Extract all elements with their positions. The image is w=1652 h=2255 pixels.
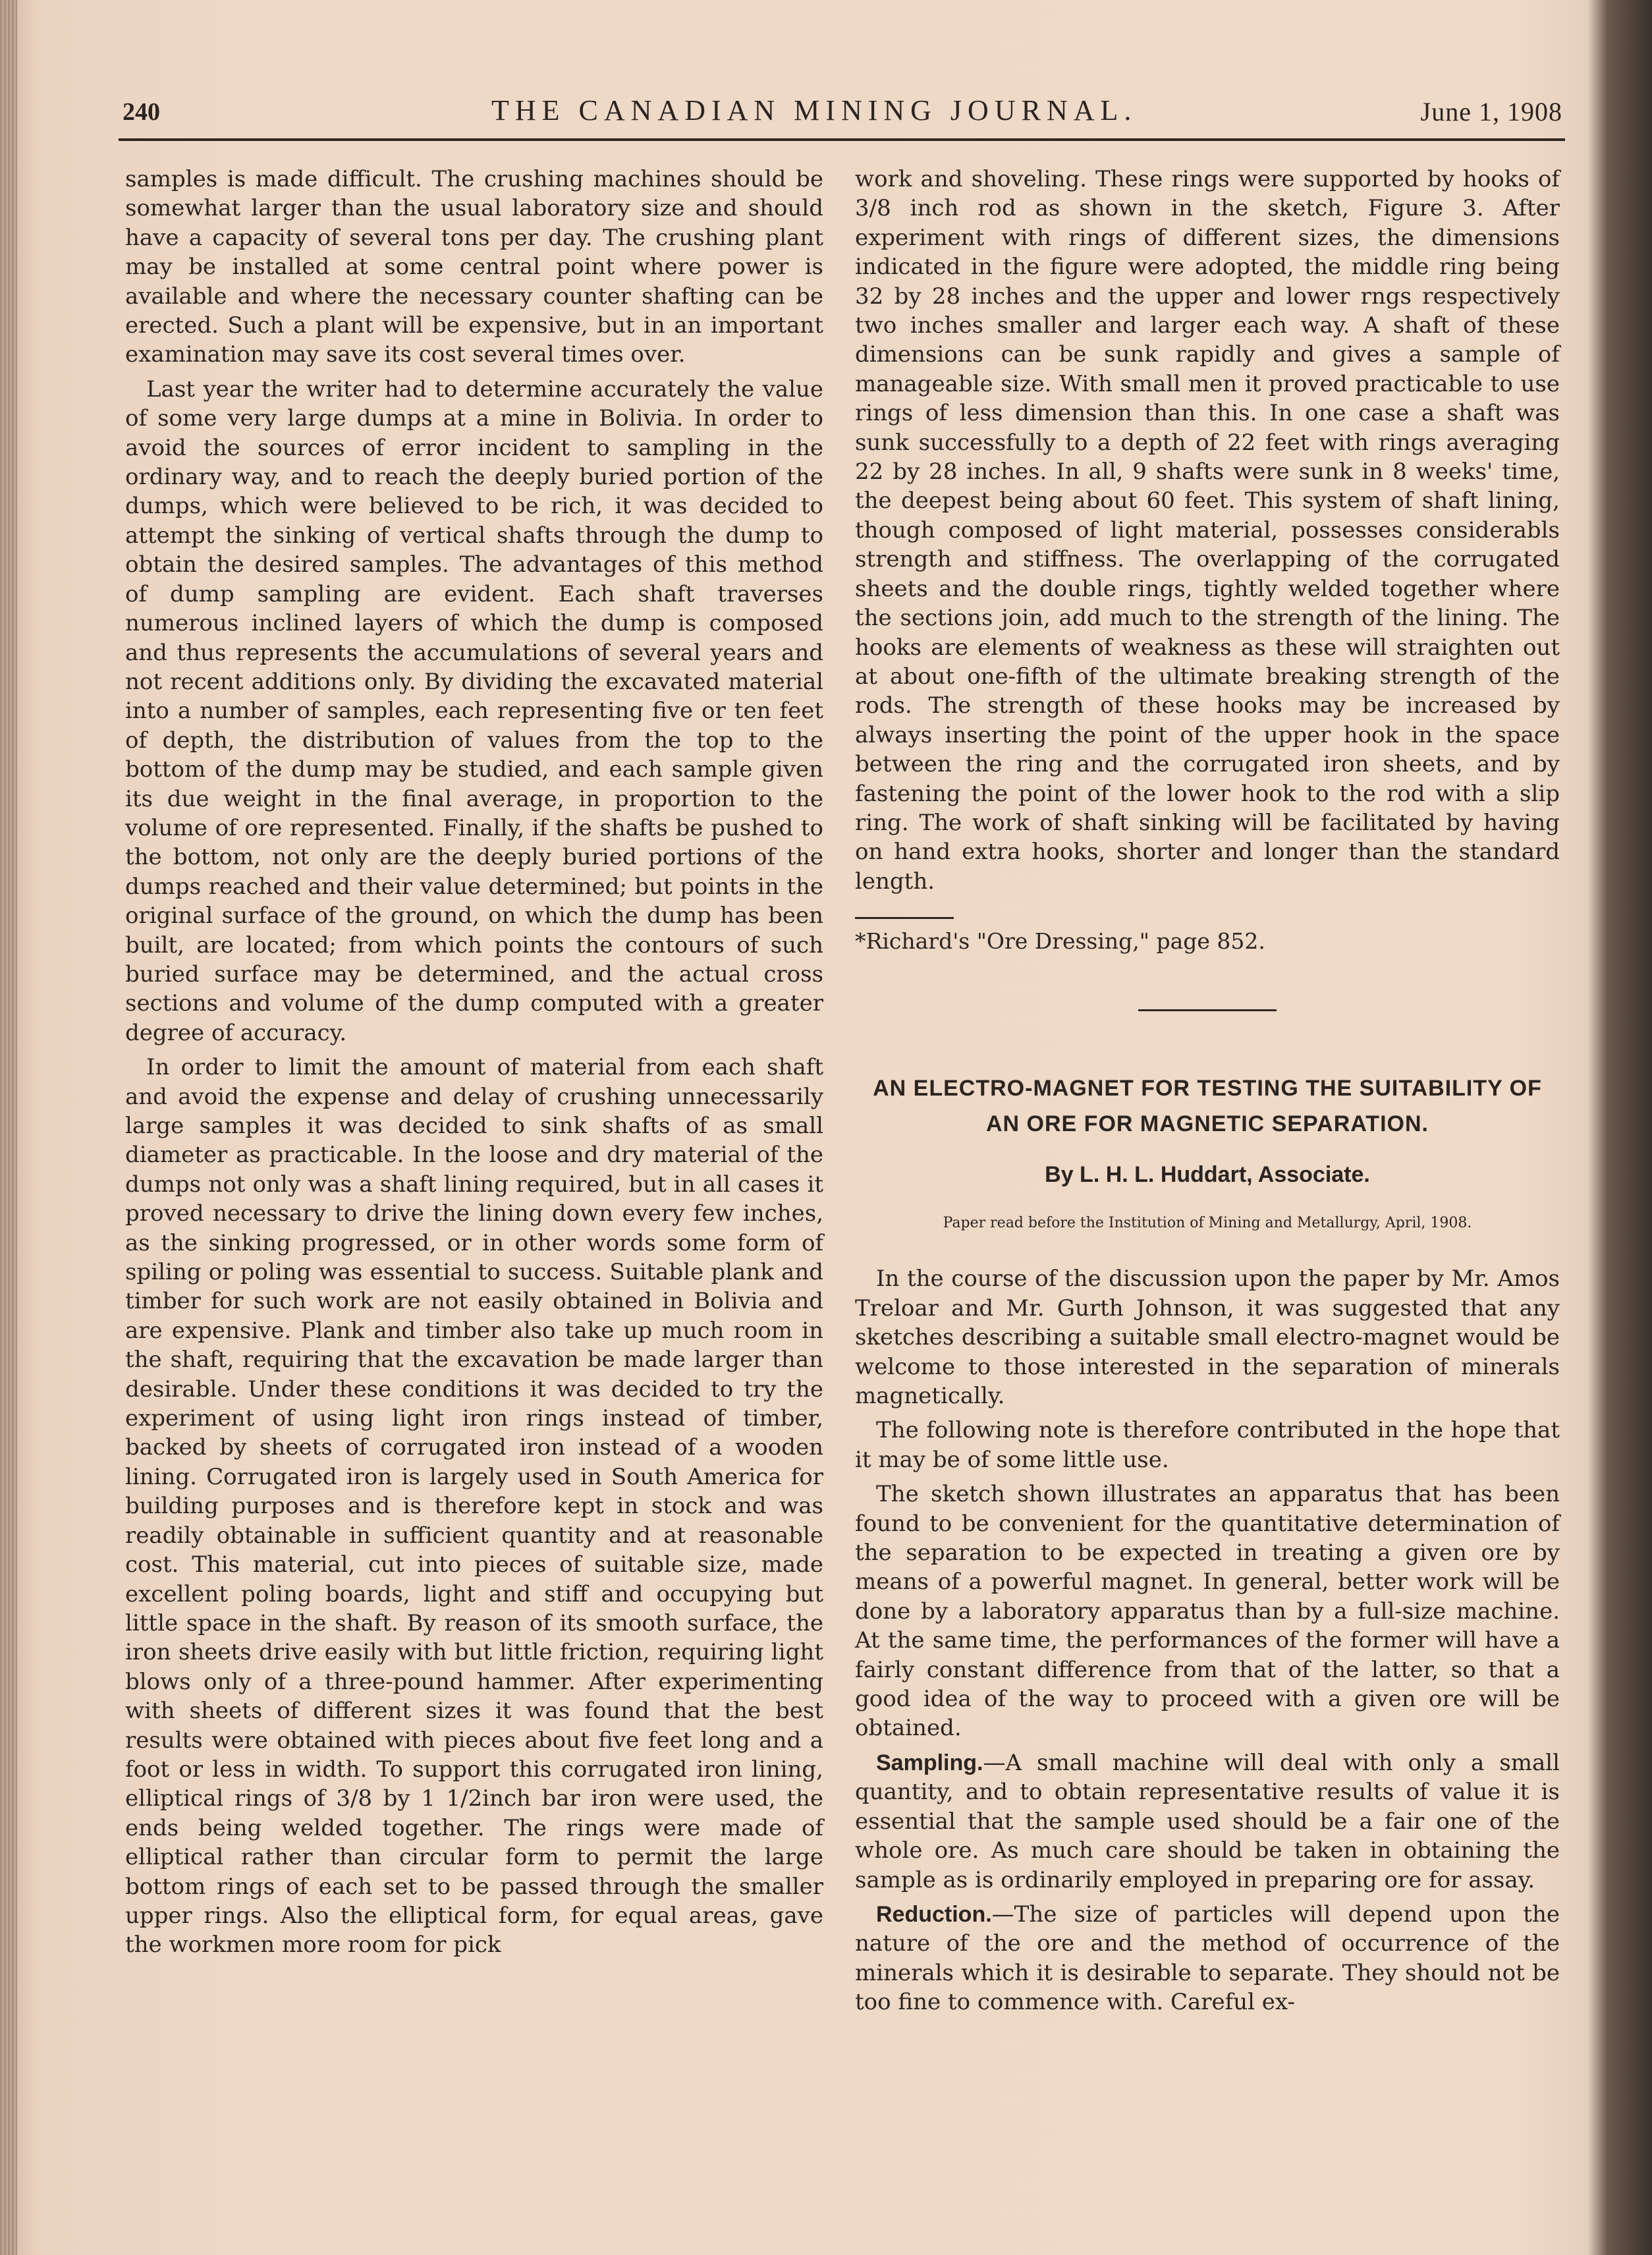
issue-date: June 1, 1908 [1420, 97, 1562, 126]
footnote: *Richard's "Ore Dressing," page 852. [855, 928, 1265, 955]
source-note: Paper read before the Institution of Mining and Metallurgy, April, 1908. [943, 1214, 1472, 1231]
paragraph: In the course of the discussion upon the paper by Mr. Amos Treloar and Mr. Gurth Johnson, it was suggested that any sketches describing a suitable small electro-magnet would be welcome to those interested in the separation of minerals magnetically. [855, 1266, 1560, 1409]
footnote-rule [855, 917, 954, 919]
paragraph: work and shoveling. These rings were supported by hooks of 3/8 inch rod as shown in the sketch, Figure 3. After experiment with rings of different sizes, the dimensions indicated in the figure were adopted, the middle ring being 32 by 28 inches and the upper and lower rngs respectively two inches smaller and larger each way. A shaft of these dimensions can be sunk rapidly and gives a sample of manageable size. With small men it proved practicable to use rings of less dimension than this. In one case a shaft was sunk successfully to a depth of 22 feet with rings averaging 22 by 28 inches. In all, 9 shafts were sunk in 8 weeks' time, the deepest being about 60 feet. This system of shaft lining, though composed of light material, possesses considerabls strength and stiffness. The overlapping of the corrugated sheets and the double rings, tightly welded together where the sections join, add much to the strength of the lining. The hooks are elements of weakness as these will straighten out at about one-fifth of the ultimate breaking strength of the rods. The strength of these hooks may be increased by always inserting the point of the upper hook in the space between the ring and the corrugated iron sheets, and by fastening the point of the lower hook to the rod with a slip ring. The work of shaft sinking will be facilitated by having on hand extra hooks, shorter and longer than the standard length. [855, 166, 1560, 895]
article-divider [1138, 1009, 1277, 1011]
header-rule [119, 138, 1565, 141]
sampling-text: —A small machine will deal with only a small quantity, and to obtain representative results of value it is essential that the sample used should be a fair one of the whole ore. As much care should be taken in obtaining the sample as is ordinarily employed in preparing ore for assay. [855, 1749, 1560, 1893]
running-header [123, 92, 1562, 138]
paragraph [855, 1900, 1560, 2017]
journal-title: THE CANADIAN MINING JOURNAL. [491, 94, 1138, 126]
paragraph: The sketch shown illustrates an apparatus that has been found to be convenient for the quantitative determination of the separation to be expected in treating a given ore by means of a powerful magnet. In general, better work will be done by a laboratory apparatus than by a full-size machine. At the same time, the performances of the former will have a fairly constant difference from that of the latter, so that a good idea of the way to proceed with a given ore will be obtained. [855, 1481, 1560, 1742]
article-title: AN ELECTRO-MAGNET FOR TESTING THE SUITABILITY OF AN ORE FOR MAGNETIC SEPARATION. [873, 1075, 1542, 1136]
paragraph: The following note is therefore contributed in the hope that it may be of some little use. [855, 1417, 1560, 1473]
right-column [855, 165, 1560, 2022]
page-number: 240 [123, 98, 160, 126]
left-column [125, 165, 823, 1965]
paragraph [855, 1748, 1560, 1895]
book-spine-edge [0, 0, 17, 2255]
paragraph: Last year the writer had to determine accurately the value of some very large dumps at a mine in Bolivia. In order to avoid the sources of error incident to sampling in the ordinary way, and to reach the deeply buried portion of the dumps, which were believed to be rich, it was decided to attempt the sinking of vertical shafts through the dump to obtain the desired samples. The advantages of this method of dump sampling are evident. Each shaft traverses numerous inclined layers of which the dump is composed and thus represents the accumulations of several years and not recent additions only. By dividing the excavated material into a number of samples, each representing five or ten feet of depth, the distribution of values from the top to the bottom of the dump may be studied, and each sample given its due weight in the final average, in proportion to the volume of ore represented. Finally, if the shafts be pushed to the bottom, not only are the deeply buried portions of the dumps reached and their value determined; but points in the original surface of the ground, on which the dump has been built, are located; from which points the contours of such buried surface may be determined, and the actual cross sections and volume of the dump computed with a greater degree of accuracy. [125, 376, 823, 1046]
section-head-sampling: Sampling. [876, 1750, 983, 1775]
paragraph: In order to limit the amount of material from each shaft and avoid the expense and delay of crushing unnecessarily large samples it was decided to sink shafts of as small diameter as practicable. In the loose and dry material of the dumps not only was a shaft lining required, but in all cases it proved necessary to drive the lining down every few inches, as the sinking progressed, or in other words some form of spiling or poling was essential to success. Suitable plank and timber for such work are not easily obtained in Bolivia and are expensive. Plank and timber also take up much room in the shaft, requiring that the excavation be made larger than desirable. Under these conditions it was decided to try the experiment of using light iron rings instead of timber, backed by sheets of corrugated iron instead of a wooden lining. Corrugated iron is largely used in South America for building purposes and is therefore kept in stock and was readily obtainable in sufficient quantity and at reasonable cost. This material, cut into pieces of suitable size, made excellent poling boards, light and stiff and occupying but little space in the shaft. By reason of its smooth surface, the iron sheets drive easily with but little friction, requiring light blows only of a three-pound hammer. After experimenting with sheets of different sizes it was found that the best results were obtained with pieces about five feet long and a foot or less in width. To support this corrugated iron lining, elliptical rings of 3/8 by 1 1/2inch bar iron were used, the ends being welded together. The rings were made of elliptical rather than circular form to permit the large bottom rings of each set to be passed through the smaller upper rings. Also the elliptical form, for equal areas, gave the workmen more room for pick [125, 1054, 823, 1959]
reduction-text: —The size of particles will depend upon the nature of the ore and the method of occurrence of the minerals which it is desirable to separate. They should not be too fine to commence with. Careful ex- [855, 1901, 1560, 2016]
paragraph: samples is made difficult. The crushing machines should be somewhat larger than the usual laboratory size and should have a capacity of several tons per day. The crushing plant may be installed at some central point where power is available and where the necessary counter shafting can be erected. Such a plant will be expensive, but in an important examination may save its cost several times over. [125, 166, 823, 368]
section-head-reduction: Reduction. [876, 1901, 992, 1927]
article-byline: By L. H. L. Huddart, Associate. [1045, 1161, 1370, 1187]
